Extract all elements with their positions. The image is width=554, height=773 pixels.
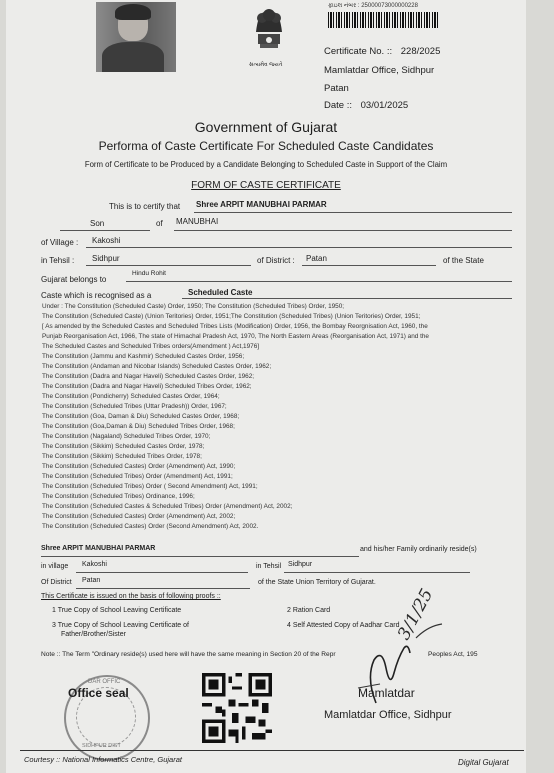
form-heading: FORM OF CASTE CERTIFICATE	[191, 180, 341, 191]
law-line: Under : The Constitution (Scheduled Caste) Order, 1950; The Constitution (Scheduled Tribes) Order, 1950;	[42, 303, 345, 310]
date-label: Date ::	[324, 100, 352, 111]
performa-title: Performa of Caste Certificate For Scheduled Caste Candidates	[98, 139, 434, 153]
government-title: Government of Gujarat	[194, 119, 338, 135]
signing-office: Mamlatdar Office, Sidhpur	[324, 709, 452, 721]
seal-ring-bottom: SIDHPUR DIST	[82, 743, 121, 749]
law-line: The Constitution (Scheduled Tribes) Order (Amendment) Act, 1991;	[42, 473, 233, 480]
law-line: Punjab Reorganisation Act, 1966, The state of Himachal Pradesh Act, 1970, The North Eastern Areas (Reorganisation Act, 1971) and the	[42, 333, 429, 340]
candidate-name: Shree ARPIT MANUBHAI PARMAR	[196, 200, 327, 209]
law-line: The Constitution (Nagaland) Scheduled Tribes Order, 1970;	[42, 433, 211, 440]
state-belongs-label: Gujarat belongs to	[41, 275, 107, 284]
emblem-caption: સત્યમેવ જયતે	[249, 62, 283, 68]
office-line-1: Mamlatdar Office, Sidhpur	[324, 65, 435, 76]
state-text: of the State	[443, 256, 484, 265]
note-text-end: Peoples Act, 195	[428, 651, 478, 658]
law-line: The Constitution (Pondicherry) Scheduled Castes Order, 1964;	[42, 393, 220, 400]
certificate-number	[324, 46, 440, 57]
office-seal-label: Office seal	[68, 686, 129, 700]
law-line: The Constitution (Andaman and Nicobar Islands) Scheduled Castes Order, 1962;	[42, 363, 272, 370]
law-line: The Constitution (Scheduled Caste) (Union Teritories) Order, 1951;The Constitution (Scheduled Tribes) (Union Teritories) Order, 1951;	[42, 313, 421, 320]
note-text: Note :: The Term "Ordinary reside(s) used here will have the same meaning in Section 20 of the Repr	[41, 651, 336, 658]
recognised-label: Caste which is recognised as a	[41, 291, 152, 300]
applicant-photo	[96, 2, 176, 72]
law-list	[42, 302, 522, 532]
digital-gujarat-footer: Digital Gujarat	[458, 758, 509, 767]
law-line: The Constitution (Scheduled Tribes) Ordinance, 1996;	[42, 493, 195, 500]
law-line: The Constitution (Scheduled Castes) Order (Amendment) Act, 2002;	[42, 513, 236, 520]
verification-qr-code	[202, 673, 272, 743]
law-line: The Scheduled Castes and Scheduled Tribes orders(Amendment ) Act,1976]	[42, 343, 260, 350]
residence-district-label: Of District	[41, 579, 72, 586]
law-line: The Constitution (Goa,Daman & Diu) Scheduled Tribes Order, 1968;	[42, 423, 235, 430]
territory-text: of the State Union Territory of Gujarat.	[258, 579, 376, 586]
district-value: Patan	[306, 254, 327, 263]
proofs-heading: This Certificate is issued on the basis of following proofs ::	[41, 593, 221, 600]
tehsil-value: Sidhpur	[92, 254, 120, 263]
designation: Mamlatdar	[358, 686, 415, 700]
barcode-number: ફાઇલ નંબર : 25000073000000228	[328, 3, 418, 9]
seal-ring-top: DAR OFFIC	[88, 679, 121, 685]
law-line: The Constitution (Scheduled Tribes) Order ( Second Amendment) Act, 1991;	[42, 483, 258, 490]
law-line: The Constitution (Goa, Daman & Diu) Scheduled Castes Order, 1968;	[42, 413, 240, 420]
residence-tehsil-label: in Tehsil	[256, 563, 282, 570]
law-line: The Constitution (Scheduled Castes) Order (Amendment) Act, 1990;	[42, 463, 236, 470]
law-line: The Constitution (Scheduled Tribes (Uttar Pradesh)) Order, 1967;	[42, 403, 227, 410]
certificate-sheet	[6, 0, 526, 773]
office-line-2: Patan	[324, 83, 349, 94]
law-line: The Constitution (Dadra and Nagar Haveli) Scheduled Castes Order, 1962;	[42, 373, 255, 380]
father-name: MANUBHAI	[176, 217, 219, 226]
issue-date	[324, 100, 408, 111]
residence-district: Patan	[82, 577, 101, 584]
certificate-no-label: Certificate No. ::	[324, 46, 393, 57]
recognised-value: Scheduled Caste	[188, 288, 253, 297]
caste-value: Hindu Rohit	[132, 270, 166, 277]
state-emblem-icon	[244, 4, 294, 66]
signature-date-scribble: 3/1/25	[394, 585, 438, 644]
law-line: The Constitution (Sikkim) Scheduled Tribes Order, 1978;	[42, 453, 202, 460]
form-description: Form of Certificate to be Produced by a Candidate Belonging to Scheduled Caste in Support of the Claim	[84, 160, 448, 169]
certificate-no-value: 228/2025	[400, 46, 441, 57]
law-line: The Constitution (Scheduled Castes & Scheduled Tribes) Order (Amendment) Act, 2002;	[42, 503, 293, 510]
proof-item-2: 2 Ration Card	[287, 607, 331, 614]
residence-village-label: in village	[41, 563, 69, 570]
law-line: [ As amended by the Scheduled Castes and Scheduled Tribes Lists (Modification) Order, 1956, the Bombay Reorgnisation Act, 1960, the	[42, 323, 428, 330]
proof-item-3-continued: Father/Brother/Sister	[61, 631, 126, 638]
certify-text: This is to certify that	[109, 202, 181, 211]
tehsil-label: in Tehsil :	[41, 256, 75, 265]
village-label: of Village :	[41, 238, 79, 247]
district-label: of District :	[257, 256, 295, 265]
village-value: Kakoshi	[92, 236, 121, 245]
law-line: The Constitution (Scheduled Castes) Order (Second Amendment) Act, 2002.	[42, 523, 259, 530]
residence-name: Shree ARPIT MANUBHAI PARMAR	[41, 545, 156, 552]
residence-village: Kakoshi	[82, 561, 107, 568]
proof-item-4: 4 Self Attested Copy of Aadhar Card	[287, 622, 400, 629]
of-text: of	[156, 219, 163, 228]
barcode	[328, 12, 438, 28]
family-text: and his/her Family ordinarily reside(s)	[360, 546, 477, 553]
law-line: The Constitution (Jammu and Kashmir) Scheduled Castes Order, 1956;	[42, 353, 245, 360]
relation: Son	[90, 219, 105, 228]
law-line: The Constitution (Sikkim) Scheduled Castes Order, 1978;	[42, 443, 205, 450]
residence-tehsil: Sidhpur	[288, 561, 313, 568]
law-line: The Constitution (Dadra and Nagar Haveli) Scheduled Tribes Order, 1962;	[42, 383, 252, 390]
proof-item-1: 1 True Copy of School Leaving Certificate	[52, 607, 182, 614]
proof-item-3: 3 True Copy of School Leaving Certificate of	[52, 622, 189, 629]
date-value: 03/01/2025	[360, 100, 409, 111]
courtesy-footer: Courtesy :: National Informatics Centre, Gujarat	[24, 755, 182, 764]
